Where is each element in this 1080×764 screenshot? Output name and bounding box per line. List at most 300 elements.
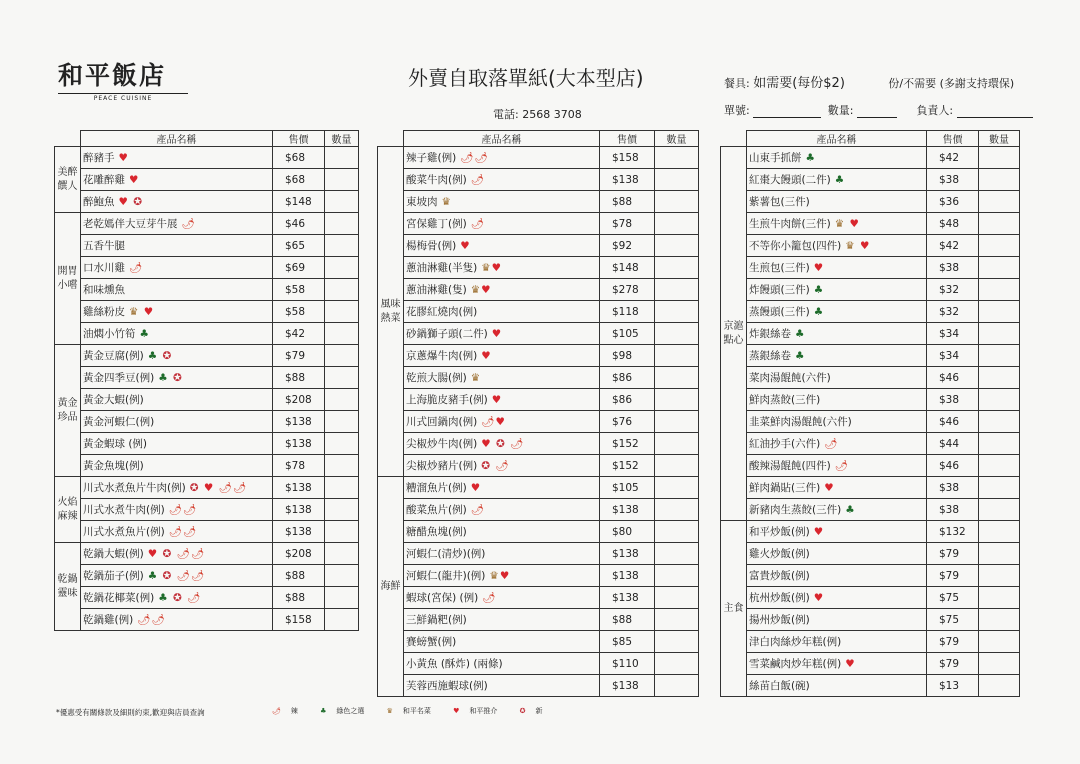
qty-cell[interactable] <box>325 455 359 477</box>
item-name: 津白肉絲炒年糕(例) <box>749 636 842 648</box>
qty-cell[interactable] <box>979 675 1020 697</box>
qty-cell[interactable] <box>325 609 359 631</box>
item-icons: ♥ <box>491 328 503 340</box>
table-row <box>721 301 1020 323</box>
table-row <box>721 279 1020 301</box>
item-name: 黃金魚塊(例) <box>83 460 144 472</box>
item-name: 生煎包(三件) <box>749 262 810 274</box>
qty-cell[interactable] <box>979 367 1020 389</box>
table-row <box>55 345 359 367</box>
item-price: $58 <box>273 301 325 323</box>
table-row <box>378 631 699 653</box>
item-icons: ♣ ✪ 🌶🌶 <box>147 570 206 582</box>
item-name-cell <box>747 587 927 609</box>
item-name: 黃金豆腐(例) <box>83 350 144 362</box>
column-header-qty: 數量 <box>325 131 359 147</box>
item-icons: ♛♥ <box>470 284 492 296</box>
person-line[interactable] <box>957 107 1033 118</box>
qty-cell[interactable] <box>979 169 1020 191</box>
table-row <box>378 565 699 587</box>
item-icons: 🌶♥ <box>481 416 506 428</box>
item-name-cell <box>747 631 927 653</box>
table-row <box>378 169 699 191</box>
item-name-cell <box>404 235 600 257</box>
menu-table-3 <box>720 130 1020 697</box>
table-row <box>55 323 359 345</box>
icon-legend <box>272 706 563 716</box>
item-name-cell <box>404 433 600 455</box>
column-header-price: 售價 <box>600 131 655 147</box>
table-row <box>721 477 1020 499</box>
item-name: 川式水煮魚片(例) <box>83 526 165 538</box>
item-name-cell <box>81 191 273 213</box>
qty-cell[interactable] <box>325 499 359 521</box>
item-name: 乾煎大腸(例) <box>406 372 467 384</box>
item-name-cell <box>404 389 600 411</box>
item-icons: ✪ ♥ 🌶🌶 <box>189 482 248 494</box>
item-price: $79 <box>927 631 979 653</box>
qty-cell[interactable] <box>655 345 699 367</box>
item-name-cell <box>404 521 600 543</box>
table-row <box>721 653 1020 675</box>
qty-cell[interactable] <box>979 433 1020 455</box>
item-icons: ♛ <box>470 372 482 384</box>
qty-cell[interactable] <box>979 521 1020 543</box>
item-name-cell <box>747 191 927 213</box>
item-name: 醉鮑魚 <box>83 196 115 208</box>
item-name-cell <box>81 477 273 499</box>
item-icons: ♥ <box>813 592 825 604</box>
item-price: $68 <box>273 169 325 191</box>
qty-cell[interactable] <box>655 169 699 191</box>
table-row <box>378 543 699 565</box>
category-label: 火焰麻辣 <box>55 477 81 543</box>
item-price: $75 <box>927 609 979 631</box>
table-row <box>378 323 699 345</box>
qty-cell[interactable] <box>655 675 699 697</box>
item-name-cell <box>404 477 600 499</box>
item-icons: ♣ ✪ <box>147 350 173 362</box>
item-name: 蔥油淋雞(隻) <box>406 284 467 296</box>
qty-cell[interactable] <box>655 433 699 455</box>
item-name-cell <box>81 499 273 521</box>
qty-cell[interactable] <box>325 565 359 587</box>
qty-cell[interactable] <box>979 301 1020 323</box>
qty-cell[interactable] <box>979 191 1020 213</box>
item-name-cell <box>404 169 600 191</box>
item-name: 乾鍋花椰菜(例) <box>83 592 155 604</box>
table-row <box>378 147 699 169</box>
item-name-cell <box>404 323 600 345</box>
item-name: 小黃魚 (酥炸) (兩條) <box>406 658 503 670</box>
item-name: 砂鍋獅子頭(二件) <box>406 328 488 340</box>
item-name: 雪菜鹹肉炒年糕(例) <box>749 658 842 670</box>
qty-cell[interactable] <box>325 411 359 433</box>
person-label: 負責人: <box>916 104 954 117</box>
table-row <box>378 411 699 433</box>
item-price: $79 <box>927 653 979 675</box>
qty-cell[interactable] <box>655 389 699 411</box>
table-row <box>721 411 1020 433</box>
qty-cell[interactable] <box>979 323 1020 345</box>
table-row <box>55 521 359 543</box>
column-header-price: 售價 <box>927 131 979 147</box>
item-icons: 🌶 <box>129 262 144 274</box>
item-name-cell <box>747 411 927 433</box>
item-name: 蒸銀絲卷 <box>749 350 791 362</box>
item-name: 山東手抓餅 <box>749 152 802 164</box>
qty-cell[interactable] <box>655 521 699 543</box>
heart-icon: ♥ <box>453 707 460 715</box>
qty-cell[interactable] <box>979 389 1020 411</box>
item-name: 蔥油淋雞(半隻) <box>406 262 478 274</box>
item-price: $76 <box>600 411 655 433</box>
item-name-cell <box>81 213 273 235</box>
legend-hot: 🌶 辣 <box>272 707 298 715</box>
item-name: 紅油抄手(六件) <box>749 438 821 450</box>
item-icons: ♥ <box>118 152 129 164</box>
item-name: 糟溜魚片(例) <box>406 482 467 494</box>
item-icons: ♣ <box>795 350 806 362</box>
item-name: 和味燻魚 <box>83 284 125 296</box>
qty-cell[interactable] <box>325 191 359 213</box>
item-icons: ♣ ✪ <box>158 372 183 384</box>
item-price: $38 <box>927 499 979 521</box>
item-name-cell <box>81 301 273 323</box>
new-badge-icon: ✪ <box>519 707 526 715</box>
table-row <box>378 345 699 367</box>
qty-cell[interactable] <box>979 345 1020 367</box>
qty-cell[interactable] <box>325 257 359 279</box>
item-name-cell <box>404 587 600 609</box>
item-price: $92 <box>600 235 655 257</box>
item-price: $79 <box>273 345 325 367</box>
item-icons: 🌶🌶 <box>168 504 198 516</box>
item-price: $138 <box>600 543 655 565</box>
item-icons: ♣ <box>813 284 825 296</box>
table-row <box>55 235 359 257</box>
table-row <box>55 565 359 587</box>
item-name: 雞絲粉皮 <box>83 306 125 318</box>
item-name: 紅棗大饅頭(二件) <box>749 174 831 186</box>
header-blank <box>378 131 404 147</box>
item-price: $46 <box>927 367 979 389</box>
qty-cell[interactable] <box>979 257 1020 279</box>
qty-cell[interactable] <box>655 587 699 609</box>
table-row <box>721 147 1020 169</box>
legend-new: ✪ 新 <box>519 707 543 715</box>
item-name-cell <box>747 433 927 455</box>
item-name: 賽螃蟹(例) <box>406 636 457 648</box>
item-name: 黃金河蝦仁(例) <box>83 416 155 428</box>
qty-cell[interactable] <box>979 213 1020 235</box>
qty-cell[interactable] <box>979 147 1020 169</box>
item-price: $86 <box>600 389 655 411</box>
phone-number: 電話: 2568 3708 <box>493 108 582 121</box>
qty-cell[interactable] <box>325 345 359 367</box>
item-name-cell <box>747 235 927 257</box>
qty-cell[interactable] <box>325 389 359 411</box>
table-row <box>378 433 699 455</box>
item-name: 口水川雞 <box>83 262 125 274</box>
qty-cell[interactable] <box>655 565 699 587</box>
table-row <box>378 257 699 279</box>
item-price: $118 <box>600 301 655 323</box>
category-label: 主食 <box>721 521 747 697</box>
qty-cell[interactable] <box>325 235 359 257</box>
table-row <box>55 499 359 521</box>
item-name-cell <box>747 389 927 411</box>
item-name-cell <box>81 367 273 389</box>
qty-cell[interactable] <box>655 235 699 257</box>
item-name-cell <box>747 257 927 279</box>
table-row <box>378 455 699 477</box>
table-row <box>55 455 359 477</box>
item-name-cell <box>747 675 927 697</box>
item-name: 辣子雞(例) <box>406 152 457 164</box>
table-row <box>721 345 1020 367</box>
item-name: 新豬肉生蒸餃(三件) <box>749 504 842 516</box>
item-price: $75 <box>927 587 979 609</box>
qty-cell[interactable] <box>979 499 1020 521</box>
item-icons: ♥ <box>460 240 471 252</box>
qty-cell[interactable] <box>655 279 699 301</box>
item-price: $65 <box>273 235 325 257</box>
qty-cell[interactable] <box>979 279 1020 301</box>
item-name: 酸菜牛肉(例) <box>406 174 467 186</box>
item-name: 菜肉湯餛飩(六件) <box>749 372 831 384</box>
item-name: 尖椒炒牛肉(例) <box>406 438 478 450</box>
item-icons: ♣ <box>834 174 846 186</box>
item-name: 炸銀絲卷 <box>749 328 791 340</box>
item-price: $80 <box>600 521 655 543</box>
table-row <box>721 543 1020 565</box>
item-name: 川式水煮牛肉(例) <box>83 504 165 516</box>
item-name-cell <box>404 411 600 433</box>
item-name-cell <box>81 411 273 433</box>
item-icons: 🌶 <box>181 218 196 230</box>
table-row <box>55 433 359 455</box>
item-name-cell <box>81 147 273 169</box>
qty-cell[interactable] <box>325 147 359 169</box>
category-label: 海鮮 <box>378 477 404 697</box>
qty-cell[interactable] <box>325 301 359 323</box>
item-name-cell <box>747 609 927 631</box>
item-name-cell <box>747 345 927 367</box>
item-name: 尖椒炒豬片(例) <box>406 460 478 472</box>
qty-cell[interactable] <box>979 653 1020 675</box>
item-price: $88 <box>273 565 325 587</box>
item-price: $88 <box>600 609 655 631</box>
qty-cell[interactable] <box>325 477 359 499</box>
item-name: 生煎牛肉餅(三件) <box>749 218 831 230</box>
chili-icon: 🌶 <box>272 707 281 715</box>
qty-cell[interactable] <box>325 521 359 543</box>
qty-line[interactable] <box>857 107 897 118</box>
table-row <box>55 191 359 213</box>
item-name: 黃金大蝦(例) <box>83 394 144 406</box>
table-row <box>721 389 1020 411</box>
item-name: 芙蓉西施蝦球(例) <box>406 680 488 692</box>
item-price: $88 <box>600 191 655 213</box>
legend-crown: ♛ 和平名菜 <box>386 707 431 715</box>
item-name-cell <box>747 521 927 543</box>
category-label: 黃金珍品 <box>55 345 81 477</box>
item-name-cell <box>404 565 600 587</box>
item-name-cell <box>404 631 600 653</box>
item-name-cell <box>81 587 273 609</box>
item-price: $36 <box>927 191 979 213</box>
qty-cell[interactable] <box>325 543 359 565</box>
item-price: $138 <box>273 433 325 455</box>
qty-cell[interactable] <box>325 169 359 191</box>
item-name: 蒸饅頭(三件) <box>749 306 810 318</box>
cutlery-need: 如需要(每份$2) <box>753 76 845 91</box>
qty-cell[interactable] <box>979 609 1020 631</box>
item-price: $46 <box>273 213 325 235</box>
qty-cell[interactable] <box>979 235 1020 257</box>
item-icons: ♥ <box>845 658 856 670</box>
item-icons: ♣ <box>805 152 816 164</box>
item-icons: ♥ ✪ 🌶 <box>481 438 525 450</box>
table-row <box>55 169 359 191</box>
qty-cell[interactable] <box>979 587 1020 609</box>
qty-cell[interactable] <box>655 411 699 433</box>
item-price: $42 <box>927 147 979 169</box>
item-price: $98 <box>600 345 655 367</box>
qty-label: 數量: <box>827 104 854 117</box>
qty-cell[interactable] <box>655 477 699 499</box>
item-name: 絲苗白飯(碗) <box>749 680 810 692</box>
item-price: $38 <box>927 169 979 191</box>
item-icons: 🌶 <box>834 460 850 472</box>
item-icons: ♥ <box>824 482 835 494</box>
qty-cell[interactable] <box>325 367 359 389</box>
qty-cell[interactable] <box>979 411 1020 433</box>
item-icons: 🌶🌶 <box>168 526 198 538</box>
qty-cell[interactable] <box>655 609 699 631</box>
item-price: $138 <box>600 499 655 521</box>
order-info <box>724 102 1033 118</box>
item-name-cell <box>81 455 273 477</box>
table-row <box>721 631 1020 653</box>
qty-cell[interactable] <box>655 257 699 279</box>
qty-cell[interactable] <box>655 213 699 235</box>
qty-cell[interactable] <box>655 653 699 675</box>
table-row <box>721 433 1020 455</box>
item-name: 宮保雞丁(例) <box>406 218 467 230</box>
item-price: $32 <box>927 301 979 323</box>
qty-cell[interactable] <box>325 587 359 609</box>
item-name-cell <box>747 301 927 323</box>
qty-cell[interactable] <box>655 367 699 389</box>
table-row <box>721 169 1020 191</box>
item-price: $42 <box>273 323 325 345</box>
item-name-cell <box>404 213 600 235</box>
item-price: $105 <box>600 477 655 499</box>
item-price: $38 <box>927 389 979 411</box>
qty-cell[interactable] <box>979 543 1020 565</box>
item-name-cell <box>404 455 600 477</box>
logo-text: 和平飯店 <box>58 61 167 90</box>
item-name-cell <box>747 565 927 587</box>
item-name: 川式水煮魚片牛肉(例) <box>83 482 186 494</box>
qty-cell[interactable] <box>655 631 699 653</box>
item-price: $138 <box>273 499 325 521</box>
item-name-cell <box>81 323 273 345</box>
item-icons: 🌶 <box>470 218 486 230</box>
item-price: $138 <box>273 411 325 433</box>
item-name-cell <box>404 345 600 367</box>
qty-cell[interactable] <box>655 499 699 521</box>
qty-cell[interactable] <box>979 565 1020 587</box>
qty-cell[interactable] <box>655 323 699 345</box>
column-header-name: 產品名稱 <box>404 131 600 147</box>
qty-cell[interactable] <box>655 543 699 565</box>
item-name-cell <box>404 653 600 675</box>
item-name-cell <box>404 675 600 697</box>
table-row <box>721 565 1020 587</box>
table-row <box>378 213 699 235</box>
item-name-cell <box>747 543 927 565</box>
qty-cell[interactable] <box>325 433 359 455</box>
item-name: 河蝦仁(龍井)(例) <box>406 570 486 582</box>
qty-cell[interactable] <box>325 279 359 301</box>
qty-cell[interactable] <box>979 477 1020 499</box>
item-icons: 🌶 <box>824 438 839 450</box>
qty-cell[interactable] <box>979 455 1020 477</box>
item-name: 韭菜鮮肉湯餛飩(六件) <box>749 416 852 428</box>
qty-cell[interactable] <box>655 191 699 213</box>
item-price: $48 <box>927 213 979 235</box>
table-row <box>55 213 359 235</box>
item-price: $138 <box>273 477 325 499</box>
item-price: $158 <box>273 609 325 631</box>
item-price: $38 <box>927 257 979 279</box>
qty-cell[interactable] <box>325 213 359 235</box>
item-name: 楊梅骨(例) <box>406 240 457 252</box>
column-header-qty: 數量 <box>979 131 1020 147</box>
item-price: $42 <box>927 235 979 257</box>
item-name-cell <box>81 257 273 279</box>
item-price: $85 <box>600 631 655 653</box>
item-icons: 🌶 <box>482 592 497 604</box>
qty-cell[interactable] <box>655 147 699 169</box>
table-row <box>378 499 699 521</box>
order-no-line[interactable] <box>753 107 821 118</box>
table-row <box>378 235 699 257</box>
item-price: $158 <box>600 147 655 169</box>
item-icons: ♛ ♥ <box>129 306 155 318</box>
item-name-cell <box>404 609 600 631</box>
table-row <box>55 411 359 433</box>
qty-cell[interactable] <box>655 301 699 323</box>
item-name: 油燜小竹筍 <box>83 328 136 340</box>
item-name-cell <box>404 279 600 301</box>
item-price: $69 <box>273 257 325 279</box>
item-price: $13 <box>927 675 979 697</box>
item-name: 花膠紅燒肉(例) <box>406 306 478 318</box>
table-row <box>55 389 359 411</box>
item-name-cell <box>747 147 927 169</box>
table-header-row <box>721 131 1020 147</box>
qty-cell[interactable] <box>655 455 699 477</box>
category-label: 乾鍋靈味 <box>55 543 81 631</box>
qty-cell[interactable] <box>325 323 359 345</box>
qty-cell[interactable] <box>979 631 1020 653</box>
item-icons: 🌶 <box>470 504 486 516</box>
header-blank <box>721 131 747 147</box>
